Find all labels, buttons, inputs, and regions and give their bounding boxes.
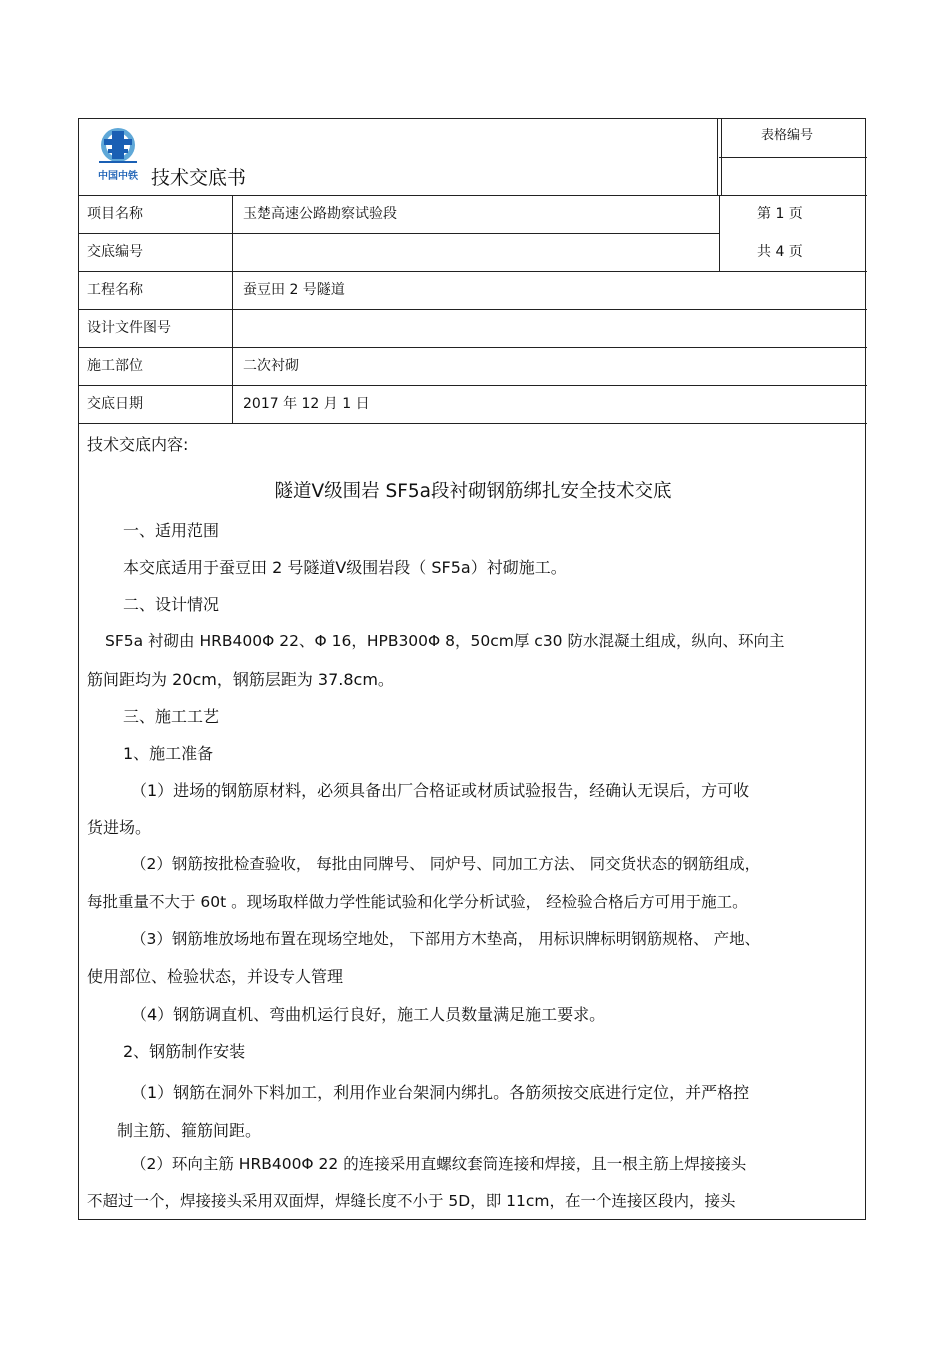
value-construction-part: 二次衬砌 bbox=[243, 358, 299, 374]
paragraph-line: （2）钢筋按批检查验收， 每批由同牌号、 同炉号、同加工方法、 同交货状态的钢筋组成， bbox=[131, 855, 761, 873]
paragraph-line: SF5a 衬砌由 HRB400Φ 22、Φ 16，HPB300Φ 8，50cm厚 c30 防水混凝土组成，纵向、环向主 bbox=[105, 632, 785, 650]
paragraph-line: 使用部位、检验状态，并设专人管理 bbox=[87, 967, 344, 986]
section-heading: 一、适用范围 bbox=[123, 521, 220, 540]
subsection-heading: 2、钢筋制作安装 bbox=[123, 1042, 246, 1061]
paragraph-line: 每批重量不大于 60t 。现场取样做力学性能试验和化学分析试验， 经检验合格后方可用于施工。 bbox=[87, 893, 748, 911]
paragraph-line: （2）环向主筋 HRB400Φ 22 的连接采用直螺纹套筒连接和焊接，且一根主筋上焊接接头 bbox=[131, 1155, 747, 1173]
form-number-label: 表格编号 bbox=[761, 128, 814, 143]
section-heading: 三、施工工艺 bbox=[123, 707, 220, 726]
paragraph-line: 筋间距均为 20cm，钢筋层距为 37.8cm。 bbox=[87, 670, 394, 689]
label-disclosure-no: 交底编号 bbox=[87, 244, 143, 260]
paragraph-line: 货进场。 bbox=[87, 818, 152, 837]
document-title: 技术交底书 bbox=[151, 167, 247, 189]
subsection-heading: 1、施工准备 bbox=[123, 744, 214, 763]
label-drawing-no: 设计文件图号 bbox=[87, 320, 171, 336]
label-disclosure-date: 交底日期 bbox=[87, 396, 143, 412]
page-current: 第 1 页 bbox=[757, 206, 803, 222]
section-heading: 二、设计情况 bbox=[123, 595, 220, 614]
paragraph-line: （1）进场的钢筋原材料，必须具备出厂合格证或材质试验报告，经确认无误后，方可收 bbox=[131, 781, 750, 800]
label-project: 工程名称 bbox=[87, 282, 143, 298]
paragraph-line: 本交底适用于蚕豆田 2 号隧道Ⅴ级围岩段（ SF5a）衬砌施工。 bbox=[123, 558, 567, 577]
logo-text: 中国中铁 bbox=[98, 171, 138, 182]
content-title: 隧道Ⅴ级围岩 SF5a段衬砌钢筋绑扎安全技术交底 bbox=[274, 481, 672, 502]
content-heading: 技术交底内容: bbox=[87, 435, 189, 454]
technical-disclosure-form bbox=[78, 118, 866, 1220]
label-construction-part: 施工部位 bbox=[87, 358, 143, 374]
page-total: 共 4 页 bbox=[757, 244, 803, 260]
paragraph-line: （4）钢筋调直机、弯曲机运行良好，施工人员数量满足施工要求。 bbox=[131, 1005, 606, 1024]
paragraph-line: 制主筋、箍筋间距。 bbox=[117, 1121, 262, 1140]
value-project: 蚕豆田 2 号隧道 bbox=[243, 282, 345, 298]
paragraph-line: 不超过一个，焊接接头采用双面焊，焊缝长度不小于 5D，即 11cm，在一个连接区段内，接头 bbox=[87, 1192, 736, 1210]
value-project-name: 玉楚高速公路勘察试验段 bbox=[243, 206, 397, 222]
value-disclosure-date: 2017 年 12 月 1 日 bbox=[243, 396, 370, 412]
paragraph-line: （3）钢筋堆放场地布置在现场空地处， 下部用方木垫高， 用标识牌标明钢筋规格、 产地、 bbox=[131, 930, 761, 948]
label-project-name: 项目名称 bbox=[87, 206, 143, 222]
paragraph-line: （1）钢筋在洞外下料加工，利用作业台架洞内绑扎。各筋须按交底进行定位，并严格控 bbox=[131, 1083, 750, 1102]
